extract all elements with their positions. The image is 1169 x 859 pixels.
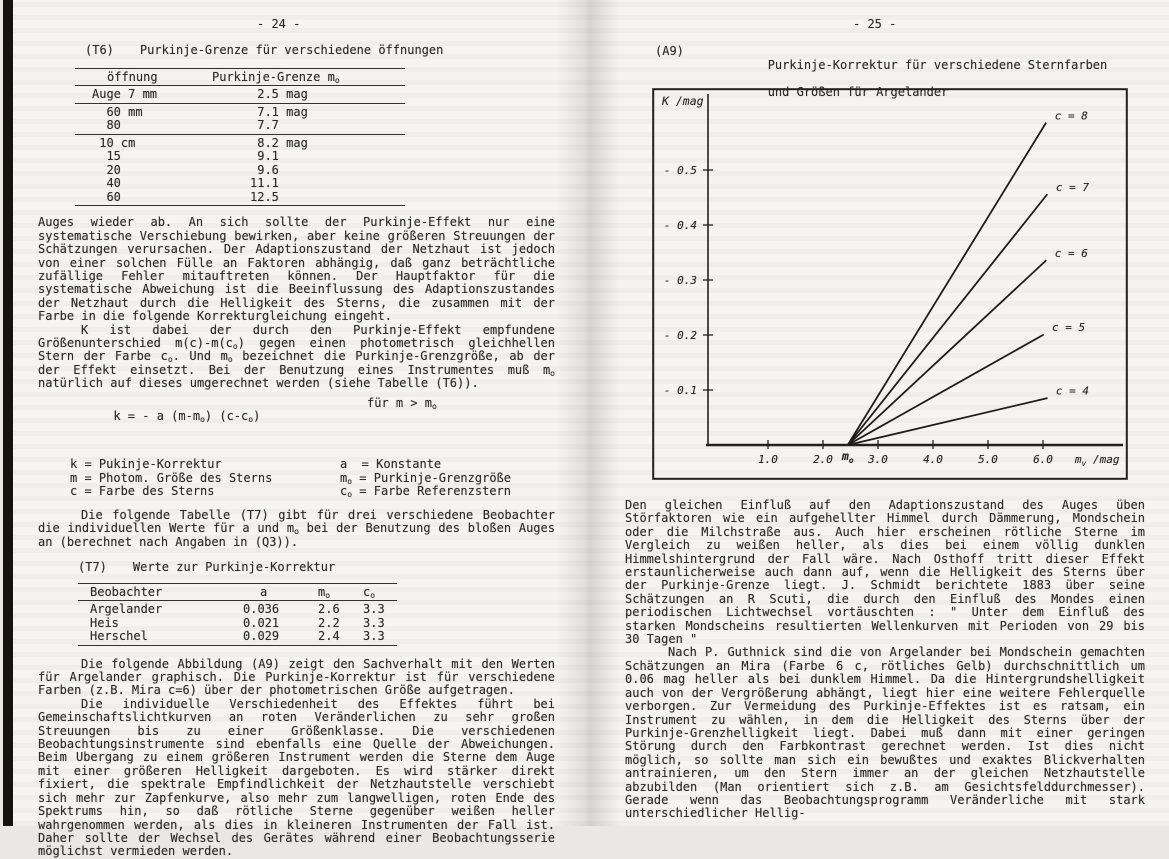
- x-tick-label: 3.0: [868, 453, 888, 466]
- table-rule: [75, 68, 405, 69]
- formula-block: [70, 397, 555, 451]
- figure-title-line2: und Größen für Argelander: [767, 84, 949, 99]
- t6-header-col1: öffnung: [107, 69, 158, 84]
- table-row: [75, 191, 405, 205]
- table-cell: 11.1: [250, 176, 279, 191]
- paragraph: Nach P. Guthnick sind die von Argelander bei Mondschein gemachten Schätzungen an Mira (Farbe 6 c, rötliches Gelb) durchschnittlich um 0.06 mag heller als bei dunklem Himmel. Da die Hintergrundshelligkeit auch von der Vergrößerung abhängt, liegt hier eine weitere Fehlerquelle verborgen. Zur Vermeidung des Purkinje-Effektes ist es ratsam, ein Instrument zu wählen, in dem die Helligkeit des Sterns über der Purkinje-Grenzhelligkeit liegt. Dabei muß dann mit einer geringen Störung durch den Farbkontrast gerechnet werden. Ist dies nicht möglich, so sollte man sich ein bewußtes und exaktes Blickverhalten antrainieren, um den Stern immer an der gleichen Netzhautstelle abzubilden (Man orientiert sich z.B. am Gesichtsfelddurchmesser). Gerade wenn das Beobachtungsprogramm Veränderliche mit stark unterschiedlicher Hellig-: [625, 645, 1145, 821]
- series-line-c8: [848, 123, 1046, 445]
- table-cell: 10 cm: [92, 135, 136, 150]
- legend-right: [340, 458, 555, 499]
- table-cell: 3.3: [363, 629, 385, 644]
- paragraph: Auges wieder ab. An sich sollte der Purkinje-Effekt nur eine systematische Verschiebung bewirken, aber keine größeren Streuungen der Schätzungen verursachen. Der Adaptionszustand der Netzhaut ist jedoch von einer solchen Fülle an Faktoren abhängig, daß ganz beträchtliche zufällige Fehler mitauftreten können. Der Hauptfaktor für die systematische Abweichung ist die Beeinflussung des Adaptionszustandes der Netzhaut durch die Helligkeit des Sterns, die zusammen mit der Farbe in die folgende Korrekturgleichung eingeht.: [38, 215, 555, 324]
- t7-body: [78, 603, 397, 644]
- table-cell: 60 mm: [92, 104, 143, 119]
- purkinje-chart: [652, 88, 1128, 480]
- legend-item: m = Photom. Größe des Sterns: [70, 470, 273, 485]
- y-tick-label: - 0.2: [663, 329, 697, 342]
- x-tick-label: 2.0: [813, 453, 833, 466]
- y-axis-title: K /mag: [662, 94, 704, 108]
- table-row: [75, 88, 405, 102]
- purkinje-chart-svg: [652, 88, 1128, 480]
- table-cell: 0.021: [243, 615, 280, 630]
- formula-condition: für $m > m_o$: [367, 395, 437, 411]
- table-cell: 15: [92, 149, 121, 164]
- t7-header-mo: $m_o$: [318, 584, 331, 600]
- table-cell: 12.5: [250, 189, 279, 204]
- table-cell: 3.3: [363, 602, 385, 617]
- t6-header-col2: Purkinje-Grenze $m_o$: [212, 69, 340, 85]
- series-line-c7: [848, 195, 1047, 445]
- t7-header-row: [78, 586, 397, 600]
- paragraph: Die folgende Abbildung (A9) zeigt den Sachverhalt mit den Werten für Argelander graphisch. Die Purkinje-Korrektur ist für verschiedene Farben (z.B. Mira c=6) über der photometrischen Größe aufgetragen.: [38, 656, 555, 698]
- table-cell: 7.7: [250, 118, 279, 133]
- y-tick-label: - 0.5: [663, 164, 697, 177]
- t6-header-row: [75, 71, 405, 85]
- table-cell: 20: [92, 162, 121, 177]
- t7-table: [78, 583, 397, 646]
- legend-left: [70, 458, 340, 499]
- table-cell: 80: [92, 118, 121, 133]
- table-cell: Herschel: [90, 629, 148, 644]
- t6-body: [75, 88, 405, 206]
- x-tick-label: 6.0: [1033, 453, 1053, 466]
- table-cell: Heis: [90, 615, 119, 630]
- table-rule: [75, 205, 405, 206]
- legend-item: a = Konstante: [340, 457, 442, 472]
- table-cell: 2.5 mag: [250, 87, 308, 102]
- table-cell: 0.036: [243, 602, 280, 617]
- x-tick-label: 1.0: [758, 453, 778, 466]
- table-cell: 7.1 mag: [250, 104, 308, 119]
- t6-label: (T6): [85, 43, 114, 58]
- table-row: [75, 119, 405, 133]
- table-cell: 2.2: [318, 615, 340, 630]
- table-cell: Argelander: [90, 602, 163, 617]
- scan-left-edge: [3, 0, 13, 826]
- table-rule: [78, 583, 397, 584]
- y-tick-label: - 0.3: [663, 274, 697, 287]
- t7-header-co: $c_o$: [363, 584, 376, 600]
- paragraph: Die individuelle Verschiedenheit des Effektes führt bei Gemeinschaftslichtkurven an roten Veränderlichen zu sehr großen Streuungen bis zu einer Größenklasse. Die verschiedenen Beobachtungsinstrumente sind ebenfalls eine Quelle der Abweichungen. Beim Ubergang zu einem größeren Instrument werden die Sterne dem Auge mit einer größeren Helligkeit dargeboten. Es wird stärker direkt fixiert, die spektrale Empfindlichkeit der Netzhautstelle verschiebt sich mehr zur Zapfenkurve, also mehr zum langwelligen, roten Ende des Spektrums hin, so daß rötliche Sterne gegenüber weißen heller wahrgenommen werden, als dies in kleineren Instrumenten der Fall ist. Daher sollte der Wechsel des Gerätes während einer Beobachtungsserie möglichst vermieden werden.: [38, 696, 555, 859]
- table-row: [75, 106, 405, 120]
- right-page-text: [625, 499, 1145, 821]
- table-cell: 9.6: [250, 162, 279, 177]
- y-tick-label: - 0.4: [663, 219, 697, 232]
- t7-caption: [78, 561, 555, 574]
- table-row: [78, 603, 397, 617]
- series-label-c8: c = 8: [1054, 109, 1088, 123]
- series-label-c6: c = 6: [1054, 246, 1088, 260]
- table-row: [75, 164, 405, 178]
- page-number: - 25 -: [853, 17, 897, 31]
- t6-caption: [85, 44, 555, 57]
- table-cell: 2.4: [318, 629, 340, 644]
- left-page: [13, 0, 585, 859]
- table-rule: [78, 600, 397, 601]
- table-row: [78, 617, 397, 631]
- figure-title-line1: Purkinje-Korrektur für verschiedene Sternfarben: [767, 57, 1108, 72]
- table-cell: 2.6: [318, 602, 340, 617]
- t7-title: Werte zur Purkinje-Korrektur: [132, 560, 336, 575]
- series-line-c4: [848, 398, 1047, 445]
- t7-label: (T7): [78, 560, 107, 575]
- x-origin-label: $m_o$: [841, 449, 854, 465]
- table-rule: [75, 134, 405, 135]
- paragraph: Die folgende Tabelle (T7) gibt für drei verschiedene Beobachter die individuellen Werte für a und $m_o$ bei der Benutzung des bloßen Auges an (berechnet nach Angaben in (Q3)).: [38, 508, 555, 549]
- t6-title: Purkinje-Grenze für verschiedene öffnungen: [139, 43, 444, 58]
- table-cell: 60: [92, 189, 121, 204]
- x-tick-label: 4.0: [923, 453, 943, 466]
- table-cell: 8.2 mag: [250, 135, 308, 150]
- formula-equation: k = - a $(m-m_o)$ $(c-c_o)$: [113, 409, 261, 424]
- y-tick-label: - 0.1: [663, 384, 697, 397]
- table-rule: [75, 85, 405, 86]
- legend-item: $c_o$ = Farbe Referenzstern: [340, 484, 512, 500]
- series-line-c5: [848, 335, 1043, 445]
- table-row: [75, 150, 405, 164]
- table-cell: 0.029: [243, 629, 280, 644]
- series-label-c7: c = 7: [1055, 180, 1089, 194]
- t7-header-a: a: [260, 584, 268, 599]
- legend-item: c = Farbe des Sterns: [70, 484, 215, 499]
- table-row: [75, 177, 405, 191]
- table-cell: 3.3: [363, 615, 385, 630]
- series-line-c6: [848, 261, 1046, 445]
- formula-legend: [70, 458, 555, 499]
- x-axis-title: $m_v$ /mag: [1074, 453, 1120, 468]
- paragraph: K ist dabei der durch den Purkinje-Effekt empfundene Größenunterschied $m(c)-m(c_o)$ gegen einen photometrisch gleichhellen Stern der Farbe $c_o$. Und $m_o$ bezeichnet die Purkinje-Grenzgröße, ab der der Effekt einsetzt. Bei der Benutzung eines Instrumentes muß $m_o$ natürlich auf dieses umgerechnet werden (siehe Tabelle (T6)).: [38, 322, 556, 391]
- paragraph: Den gleichen Einfluß auf den Adaptionszustand des Auges üben Störfaktoren wie ein aufgehellter Himmel durch Dämmerung, Mondschein oder die Milchstraße aus. Auch hier erscheinen rötliche Sterne im Vergleich zu weißen heller, als dies bei einem völlig dunklen Himmelshintergrund der Fall wäre. Nach Osthoff tritt dieser Effekt erstaunlicherweise auch dann auf, wenn die Helligkeit des Sterns über der Purkinje-Grenze liegt. J. Schmidt berichtete 1883 über seine Schätzungen an R Scuti, die durch den Einfluß des Mondes einen periodischen Lichtwechsel vortäuschten : " Unter dem Einfluß des starken Mondscheins resultierten Wellenkurven mit Perioden von 29 bis 30 Tagen ": [625, 498, 1145, 647]
- table-rule: [75, 103, 405, 104]
- page-number: - 24 -: [257, 17, 301, 31]
- table-row: [75, 137, 405, 151]
- table-rule: [78, 645, 397, 646]
- table-row: [78, 630, 397, 644]
- table-cell: 9.1: [250, 149, 279, 164]
- series-label-c5: c = 5: [1052, 321, 1086, 334]
- right-page: [585, 0, 1169, 826]
- table-cell: 40: [92, 176, 121, 191]
- legend-item: k = Pukinje-Korrektur: [70, 457, 222, 472]
- x-tick-label: 5.0: [978, 453, 998, 466]
- t7-header-beobachter: Beobachter: [90, 584, 163, 599]
- legend-item: $m_o$ = Purkinje-Grenzgröße: [340, 470, 512, 486]
- t6-table: [75, 68, 405, 207]
- table-cell: Auge 7 mm: [92, 87, 158, 102]
- figure-label: (A9): [655, 44, 684, 59]
- series-label-c4: c = 4: [1055, 384, 1089, 398]
